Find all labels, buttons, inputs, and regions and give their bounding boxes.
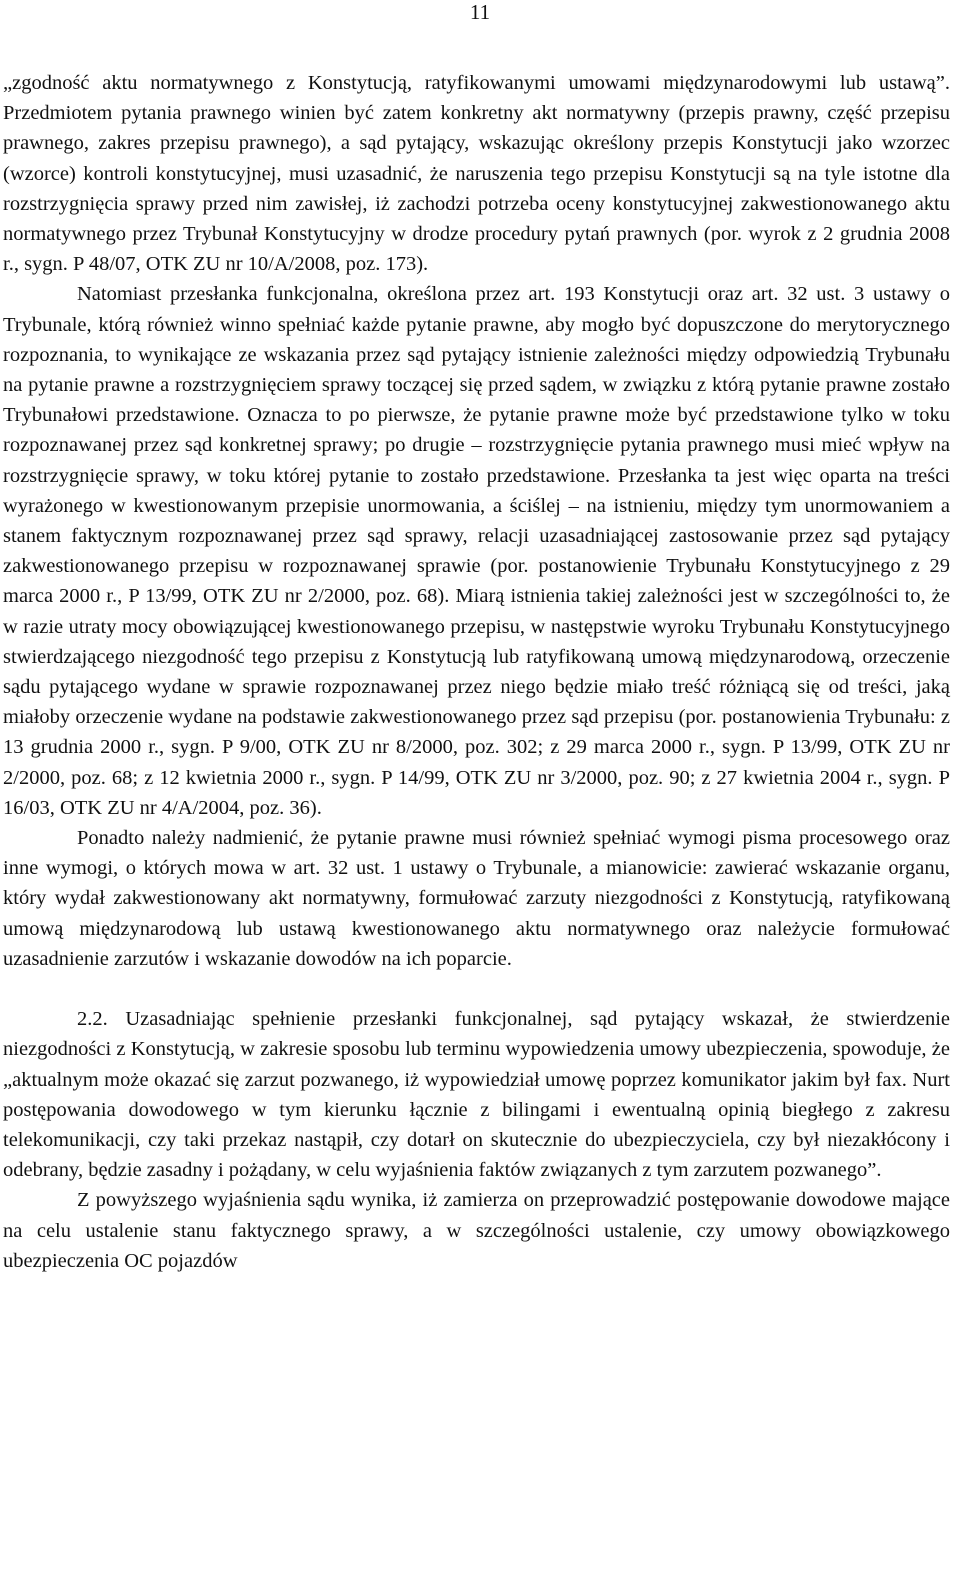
paragraph-continuation: „zgodność aktu normatywnego z Konstytucją, ratyfikowanymi umowami międzynarodowymi lub ustawą”. Przedmiotem pytania prawnego winien być zatem konkretny akt normatywny (przepis prawny, część przepisu prawnego, zakres przepisu prawnego), a sąd pytający, wskazując określony przepis Konstytucji jako wzorzec (wzorce) kontroli konstytucyjnej, musi uzasadnić, że naruszenia tego przepisu Konstytucji są na tyle istotne dla rozstrzygnięcia sprawy przed nim zawisłej, iż zachodzi potrzeba oceny konstytucyjnej zakwestionowanego aktu normatywnego przez Trybunał Konstytucyjny w drodze procedury pytań prawnych (por. wyrok z 2 grudnia 2008 r., sygn. P 48/07, OTK ZU nr 10/A/2008, poz. 173). (3, 72, 950, 276)
paragraph-section-2-2: 2.2. Uzasadniając spełnienie przesłanki funkcjonalnej, sąd pytający wskazał, że stwierdzenie niezgodności z Konstytucją, w zakresie sposobu lub terminu wypowiedzenia umowy ubezpieczenia, spowoduje, że „aktualnym może okazać się zarzut pozwanego, iż wypowiedział umowę poprzez komunikator jakim był fax. Nurt postępowania dowodowego w tym kierunku łącznie z bilingami i ewentualną opinią biegłego z zakresu telekomunikacji, czy taki przekaz nastąpił, czy dotarł on skutecznie do ubezpieczyciela, czy był niezakłócony i odebrany, będzie zasadny i pożądany, w celu wyjaśnienia faktów związanych z tym zarzutem pozwanego”. (3, 1008, 950, 1182)
paragraph-formal-requirements: Ponadto należy nadmienić, że pytanie prawne musi również spełniać wymogi pisma procesowego oraz inne wymogi, o których mowa w art. 32 ust. 1 ustawy o Trybunale, a mianowicie: zawierać wskazanie organu, który wydał zakwestionowany akt normatywny, formułować zarzuty niezgodności z Konstytucją, ratyfikowaną umową międzynarodową lub ustawą kwestionowanego aktu normatywnego oraz należycie formułować uzasadnienie zarzutów i wskazanie dowodów na ich poparcie. (3, 827, 950, 970)
section-spacer (3, 974, 950, 1004)
page-number: 11 (469, 0, 491, 24)
document-body (3, 68, 950, 1276)
paragraph-functional-premise: Natomiast przesłanka funkcjonalna, określona przez art. 193 Konstytucji oraz art. 32 ust. 3 ustawy o Trybunale, którą również winno spełniać każde pytanie prawne, aby mogło być dopuszczone do merytorycznego rozpoznania, to wynikające ze wskazania przez sąd pytający istnienie zależności między odpowiedzią Trybunału na pytanie prawne a rozstrzygnięciem sprawy toczącej się przed sądem, w związku z którą pytanie prawne zostało Trybunałowi przedstawione. Oznacza to po pierwsze, że pytanie prawne może być przedstawione tylko w toku rozpoznawanej przez sąd konkretnej sprawy; po drugie – rozstrzygnięcie pytania prawnego musi mieć wpływ na rozstrzygnięcie sprawy, w toku której pytanie to zostało przedstawione. Przesłanka ta jest więc oparta na treści wyrażonego w kwestionowanym przepisie unormowania, a ściślej – na istnieniu, między tym unormowaniem a stanem faktycznym rozpoznawanej przez sąd sprawy, relacji uzasadniającej zastosowanie przez sąd pytający zakwestionowanego przepisu w rozpoznawanej sprawie (por. postanowienie Trybunału Konstytucyjnego z 29 marca 2000 r., P 13/99, OTK ZU nr 2/2000, poz. 68). Miarą istnienia takiej zależności jest w szczególności to, że w razie utraty mocy obowiązującej kwestionowanego przepisu, w następstwie wyroku Trybunału Konstytucyjnego stwierdzającego niezgodność tego przepisu z Konstytucją lub ratyfikowaną umową międzynarodową, orzeczenie sądu pytającego wydane w sprawie rozpoznawanej przez niego będzie miało treść różniącą się od treści, jaką miałoby orzeczenie wydane na podstawie zakwestionowanego przez sąd przepisu (por. postanowienia Trybunału: z 13 grudnia 2000 r., sygn. P 9/00, OTK ZU nr 8/2000, poz. 302; z 29 marca 2000 r., sygn. P 13/99, OTK ZU nr 2/2000, poz. 68; z 12 kwietnia 2000 r., sygn. P 14/99, OTK ZU nr 3/2000, poz. 90; z 27 kwietnia 2004 r., sygn. P 16/03, OTK ZU nr 4/A/2004, poz. 36). (3, 283, 950, 819)
paragraph-court-explanation: Z powyższego wyjaśnienia sądu wynika, iż zamierza on przeprowadzić postępowanie dowodowe mające na celu ustalenie stanu faktycznego sprawy, a w szczególności ustalenie, czy umowy obowiązkowego ubezpieczenia OC pojazdów (3, 1189, 950, 1272)
